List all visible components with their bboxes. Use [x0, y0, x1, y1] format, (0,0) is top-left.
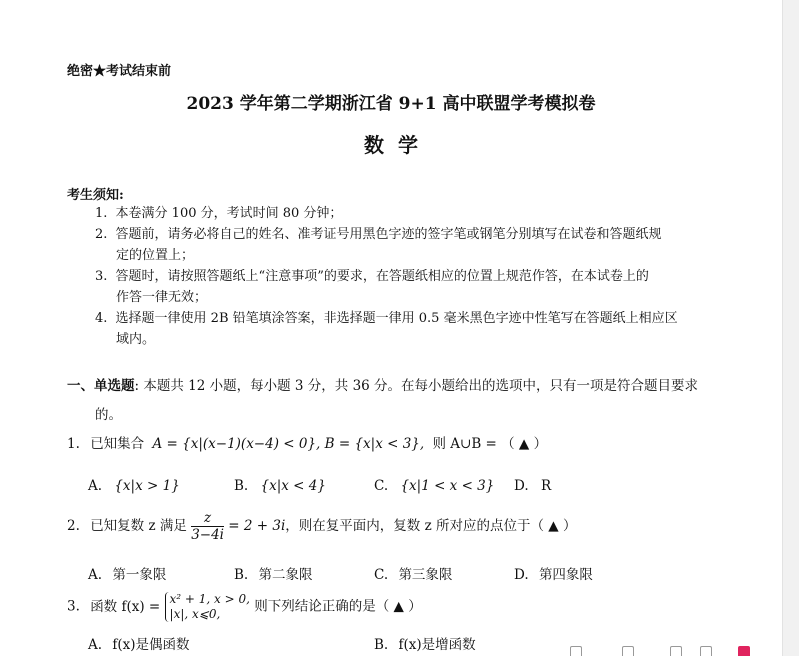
notice-item	[95, 203, 342, 224]
notice-text-continued: 域内。	[116, 332, 156, 347]
question-1	[67, 432, 547, 452]
option-text: f(x)是偶函数	[112, 637, 190, 653]
fraction	[191, 510, 224, 543]
option-text: 第三象限	[398, 567, 453, 583]
option-text: 第一象限	[112, 567, 167, 583]
notice-number: 1.	[95, 206, 108, 221]
notice-number: 4.	[95, 311, 108, 326]
viewer-toolbar	[560, 646, 782, 656]
question-stem-end: 则下列结论正确的是（ ▲ ）	[254, 598, 422, 615]
exam-title: 2023 学年第二学期浙江省 9+1 高中联盟学考模拟卷	[186, 94, 596, 114]
option-c	[374, 478, 494, 494]
notice-text: 答题时，请按照答题纸上“注意事项”的要求，在答题纸相应的位置上规范作答，在本试卷上的	[115, 269, 649, 284]
question-stem: 已知集合	[90, 436, 145, 452]
option-text: 第四象限	[538, 567, 593, 583]
fraction-denominator: 3−4i	[191, 527, 224, 543]
section-prefix: 一、	[67, 378, 94, 394]
case-line: |x|, x⩽0,	[169, 607, 221, 621]
notice-number: 3.	[95, 269, 108, 284]
option-d	[514, 478, 551, 494]
notice-text: 选择题一律使用 2B 铅笔填涂答案，非选择题一律用 0.5 毫米黑色字迹中性笔写在答题纸上相应区	[115, 311, 678, 326]
double-page-icon[interactable]	[700, 646, 712, 656]
notice-item	[95, 308, 678, 329]
page-nav-icon[interactable]	[570, 646, 582, 656]
question-2	[67, 510, 576, 543]
notice-number: 2.	[95, 227, 108, 242]
option-b	[374, 633, 476, 653]
question-stem-end: ，则在复平面内，复数 z 所对应的点位于（ ▲ ）	[285, 518, 577, 534]
confidential-label: 绝密★考试结束前	[67, 64, 172, 79]
option-label: B.	[234, 478, 249, 494]
notice-heading: 考生须知:	[67, 188, 124, 203]
notice-text: 本卷满分 100 分，考试时间 80 分钟；	[115, 206, 343, 221]
option-label: C.	[374, 478, 389, 494]
option-text: R	[540, 478, 552, 494]
question-3	[67, 592, 422, 622]
question-stem: 函数 f(x) =	[90, 598, 161, 615]
option-label: B.	[234, 567, 249, 583]
question-number: 2.	[67, 518, 80, 534]
option-a	[88, 633, 190, 653]
piecewise-cases	[165, 592, 250, 622]
question-number: 3.	[67, 598, 80, 615]
option-c	[374, 563, 452, 583]
section-description: : 本题共 12 小题，每小题 3 分，共 36 分。在每小题给出的选项中，只有一项是符合题目要求	[134, 378, 699, 394]
option-text: {x|1 < x < 3}	[400, 478, 495, 494]
option-text: {x|x > 1}	[114, 478, 180, 494]
option-text: f(x)是增函数	[398, 637, 476, 653]
option-d	[514, 563, 593, 583]
case-line: x² + 1, x > 0,	[169, 592, 250, 606]
option-a	[88, 563, 166, 583]
option-text: 第二象限	[258, 567, 313, 583]
question-stem: 已知复数 z 满足	[90, 518, 187, 534]
single-page-icon[interactable]	[670, 646, 682, 656]
option-label: A.	[88, 478, 103, 494]
option-b	[234, 478, 326, 494]
option-label: C.	[374, 567, 389, 583]
option-label: D.	[514, 478, 529, 494]
notice-item	[95, 224, 662, 245]
option-label: A.	[88, 637, 103, 653]
question-stem-end: 则 A∪B = （ ▲ ）	[432, 436, 548, 452]
section-name: 单选题	[94, 378, 135, 394]
notice-item	[95, 266, 649, 287]
vertical-scrollbar[interactable]	[782, 0, 799, 656]
option-label: A.	[88, 567, 103, 583]
question-formula: A = {x|(x−1)(x−4) < 0}, B = {x|x < 3},	[152, 436, 425, 452]
question-formula: = 2 + 3i	[228, 518, 286, 534]
notice-text-continued: 定的位置上；	[116, 248, 195, 263]
app-icon[interactable]	[738, 646, 750, 656]
notice-text-continued: 作答一律无效；	[116, 290, 208, 305]
fraction-numerator: z	[191, 510, 224, 527]
subject-title: 数学	[364, 133, 432, 157]
option-label: D.	[514, 567, 529, 583]
fit-page-icon[interactable]	[622, 646, 634, 656]
option-text: {x|x < 4}	[260, 478, 326, 494]
option-b	[234, 563, 313, 583]
question-number: 1.	[67, 436, 80, 452]
section-heading	[67, 374, 698, 394]
notice-text: 答题前，请务必将自己的姓名、准考证号用黑色字迹的签字笔或钢笔分别填写在试卷和答题纸规	[115, 227, 662, 242]
option-label: B.	[374, 637, 389, 653]
option-a	[88, 478, 180, 494]
section-description-continued: 的。	[95, 407, 122, 423]
